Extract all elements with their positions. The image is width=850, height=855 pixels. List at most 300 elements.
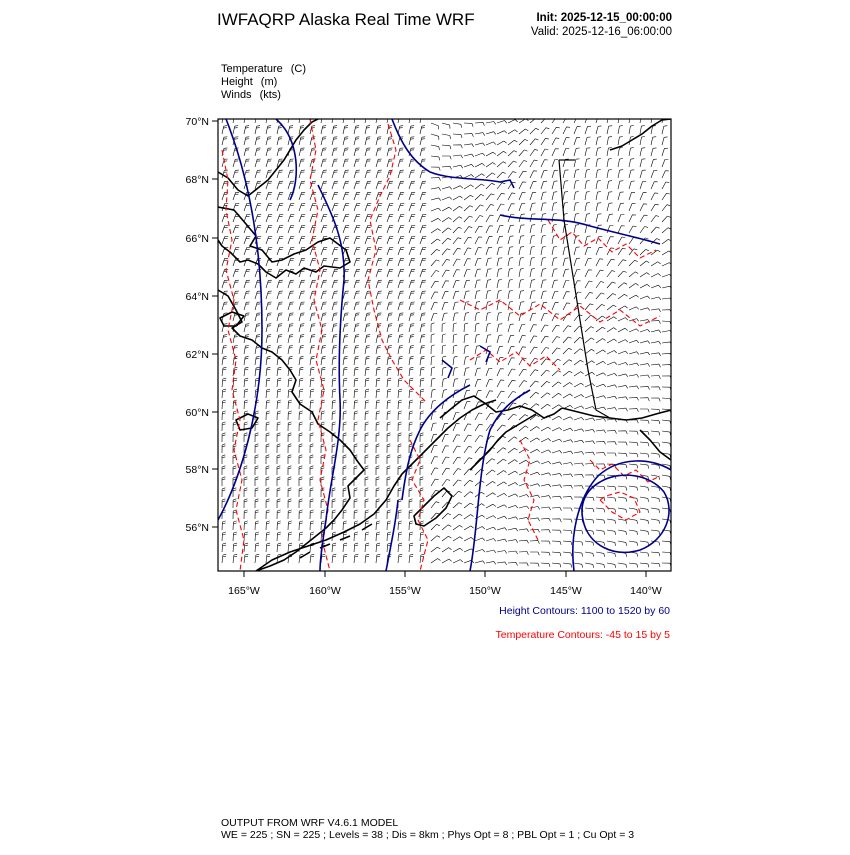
wind-barb xyxy=(244,356,249,365)
wind-barb xyxy=(332,488,335,497)
temperature-contour xyxy=(590,460,660,482)
wind-barb xyxy=(519,529,529,532)
wind-barb xyxy=(288,521,292,530)
wind-barb xyxy=(596,407,606,410)
wind-barb xyxy=(618,530,627,535)
wind-barb xyxy=(222,400,226,409)
wind-barb xyxy=(387,148,393,156)
wind-barb xyxy=(255,335,260,343)
wind-barb xyxy=(409,477,412,486)
wind-barb xyxy=(585,349,594,354)
wind-barb xyxy=(618,340,628,343)
wind-barb xyxy=(233,269,239,277)
wind-barb xyxy=(343,214,349,222)
wind-barb xyxy=(255,137,260,145)
wind-barb xyxy=(420,181,426,189)
wind-barb xyxy=(222,444,225,453)
wind-barb xyxy=(409,313,415,321)
wind-barb xyxy=(431,177,441,180)
wind-barb xyxy=(442,378,447,387)
wind-barb xyxy=(618,294,627,299)
wind-barb xyxy=(552,192,557,200)
wind-barb xyxy=(519,347,526,354)
wind-barb xyxy=(299,499,302,508)
wind-barb xyxy=(288,389,292,398)
wind-barb xyxy=(464,123,473,127)
wind-barb xyxy=(233,225,239,233)
wind-barb xyxy=(266,477,269,486)
wind-barb xyxy=(563,530,572,534)
wind-barb xyxy=(288,159,294,167)
wind-barb xyxy=(376,488,379,497)
wind-barb xyxy=(541,247,546,256)
wind-barb xyxy=(420,137,425,145)
wind-barb xyxy=(574,315,582,321)
wind-barb xyxy=(365,324,370,332)
wind-barb xyxy=(519,336,526,343)
wind-barb xyxy=(629,126,634,135)
wind-barb xyxy=(530,427,540,432)
wind-barb xyxy=(354,378,358,387)
temperature-contour-caption: Temperature Contours: -45 to 15 by 5 xyxy=(495,629,670,641)
temperature-contour xyxy=(460,300,660,326)
wind-barb xyxy=(244,313,250,321)
wind-barb xyxy=(431,239,440,244)
wind-barb xyxy=(277,324,282,332)
wind-barb xyxy=(365,466,368,475)
wind-barb xyxy=(453,165,463,168)
wind-barb xyxy=(409,389,413,398)
wind-barb xyxy=(618,170,623,178)
wind-barb xyxy=(552,428,562,431)
wind-barb xyxy=(376,159,382,167)
wind-barb xyxy=(332,324,337,332)
wind-barb xyxy=(244,126,249,134)
wind-barb xyxy=(508,313,513,321)
wind-barb xyxy=(508,551,518,554)
wind-barb xyxy=(497,562,507,565)
wind-barb xyxy=(651,262,661,266)
wind-barb xyxy=(288,422,292,431)
wind-barb xyxy=(442,228,451,233)
wind-barb xyxy=(497,358,503,366)
wind-barb xyxy=(431,134,439,140)
wind-barb xyxy=(486,122,496,125)
wind-barb xyxy=(244,433,247,442)
wind-barb xyxy=(409,137,414,145)
wind-barb xyxy=(266,455,269,464)
wind-barb xyxy=(244,291,250,299)
wind-barb xyxy=(585,452,595,455)
wind-barb xyxy=(574,530,583,534)
wind-barb xyxy=(376,280,382,288)
wind-barb xyxy=(530,541,539,544)
wind-barb xyxy=(343,181,349,189)
wind-barb xyxy=(398,258,404,266)
wind-barb xyxy=(409,214,415,222)
wind-barb xyxy=(332,444,335,453)
wind-barb xyxy=(299,455,302,464)
wind-barb xyxy=(398,236,404,244)
wind-barb xyxy=(420,225,426,233)
wind-barb xyxy=(552,203,557,211)
wind-barb xyxy=(596,137,601,145)
wind-barb xyxy=(618,192,624,200)
wind-barb xyxy=(277,532,281,541)
wind-barb xyxy=(299,258,305,266)
wind-barb xyxy=(255,291,261,299)
wind-barb xyxy=(354,466,357,475)
wind-barb xyxy=(508,460,518,464)
wind-barb xyxy=(519,506,529,509)
wind-barb xyxy=(387,247,393,255)
wind-barb xyxy=(585,418,595,421)
wind-barb xyxy=(387,236,393,244)
lat-label: 62°N xyxy=(185,349,209,361)
wind-barb xyxy=(530,291,535,299)
wind-barb xyxy=(376,444,379,453)
wind-barb xyxy=(420,269,426,277)
wind-barb xyxy=(453,469,461,475)
wind-barb xyxy=(453,134,462,138)
wind-barb xyxy=(497,193,505,200)
wind-barb xyxy=(255,313,261,321)
wind-barb xyxy=(321,444,324,453)
wind-barb xyxy=(464,270,470,278)
wind-barb xyxy=(343,148,349,156)
wind-barb xyxy=(420,532,424,541)
wind-barb xyxy=(266,159,272,167)
wind-barb xyxy=(453,345,457,354)
wind-barb xyxy=(398,247,404,255)
wind-barb xyxy=(541,427,551,431)
wind-barb xyxy=(640,204,647,211)
model-info-line1: OUTPUT FROM WRF V4.6.1 MODEL xyxy=(221,817,399,829)
wind-barb xyxy=(530,336,537,343)
wind-barb xyxy=(277,367,281,376)
wind-barb xyxy=(376,236,382,244)
wind-barb xyxy=(640,137,645,146)
wind-barb xyxy=(497,291,502,300)
wind-barb xyxy=(519,280,524,289)
wind-barb xyxy=(365,554,369,563)
wind-barb xyxy=(332,422,336,431)
wind-barb xyxy=(343,159,349,167)
wind-barb xyxy=(497,313,502,322)
wind-barb xyxy=(365,411,369,420)
coastline-kenai xyxy=(470,414,536,470)
wind-barb xyxy=(475,280,481,288)
wind-barb xyxy=(376,389,380,398)
wind-barb xyxy=(398,543,402,552)
wind-barb xyxy=(288,444,291,453)
wind-barb xyxy=(629,486,638,491)
wind-barb xyxy=(431,468,438,475)
wind-barb xyxy=(442,313,448,321)
wind-barb xyxy=(365,499,368,508)
wind-barb xyxy=(277,302,283,310)
wind-barb xyxy=(354,543,358,552)
wind-barb xyxy=(563,552,572,556)
wind-barb xyxy=(563,281,569,289)
wind-barb xyxy=(464,259,471,266)
wind-barb xyxy=(431,457,438,464)
wind-barb xyxy=(299,291,305,299)
wind-barb xyxy=(574,406,584,409)
wind-barb xyxy=(629,431,638,435)
wind-barb xyxy=(662,160,668,168)
wind-barb xyxy=(552,405,562,409)
wind-barb xyxy=(574,372,584,376)
wind-barb xyxy=(420,170,426,178)
wind-barb xyxy=(365,159,371,167)
wind-barb xyxy=(299,181,305,189)
wind-barb xyxy=(343,236,349,244)
wind-barb xyxy=(607,408,617,411)
wind-barb xyxy=(585,429,595,432)
wind-barb xyxy=(387,203,393,211)
wind-barb xyxy=(387,510,391,519)
wind-barb xyxy=(585,292,593,299)
wind-barb xyxy=(541,203,546,211)
wind-barb xyxy=(376,335,381,343)
wind-barb xyxy=(519,302,524,310)
wind-barb xyxy=(365,455,368,464)
wind-barb xyxy=(508,335,514,343)
wind-barb xyxy=(365,247,371,255)
wind-barb xyxy=(464,175,474,179)
wind-barb xyxy=(651,364,661,367)
wind-barb xyxy=(365,137,370,145)
wind-barb xyxy=(442,468,450,475)
wind-barb xyxy=(563,383,573,388)
wind-barb xyxy=(464,237,472,244)
wind-barb xyxy=(409,258,415,266)
wind-barb xyxy=(629,442,638,446)
wind-barb xyxy=(387,181,393,189)
wind-barb xyxy=(453,155,463,158)
wind-barb xyxy=(552,138,559,145)
wind-barb xyxy=(552,541,561,545)
lat-label: 56°N xyxy=(185,522,209,534)
wind-barb xyxy=(629,519,638,524)
wind-barb xyxy=(552,473,562,476)
wind-barb xyxy=(585,519,594,523)
wind-barb xyxy=(651,530,660,535)
wind-barb xyxy=(651,182,658,189)
wind-barb xyxy=(332,291,338,299)
wind-barb xyxy=(497,380,504,387)
wind-barb xyxy=(541,484,551,487)
wind-barb xyxy=(244,521,248,530)
wind-barb xyxy=(376,499,379,508)
wind-barb xyxy=(563,258,569,266)
wind-barb xyxy=(442,166,452,169)
wind-barb xyxy=(453,206,462,211)
wind-barb xyxy=(431,198,441,201)
wind-barb xyxy=(618,486,627,491)
wind-barb xyxy=(530,225,535,233)
wind-barb xyxy=(629,329,639,332)
wind-barb xyxy=(618,508,627,513)
wind-barb xyxy=(409,181,415,189)
wind-barb xyxy=(530,484,540,487)
wind-barb xyxy=(640,181,646,189)
wind-barb xyxy=(475,538,485,541)
wind-barb xyxy=(222,346,227,355)
wind-barb xyxy=(596,384,606,387)
wind-barb xyxy=(464,195,473,200)
wind-barb xyxy=(596,419,606,422)
wind-barb xyxy=(640,409,649,412)
wind-barb xyxy=(519,129,528,134)
wind-barb xyxy=(486,516,496,519)
wind-barb xyxy=(299,367,303,376)
wind-barb xyxy=(453,503,462,508)
wind-barb xyxy=(354,192,360,200)
wind-barb xyxy=(651,508,660,513)
canada-border xyxy=(559,160,610,418)
wind-barb xyxy=(475,226,483,233)
wind-barb xyxy=(475,216,483,223)
wind-barb xyxy=(354,532,358,541)
wind-barb xyxy=(607,203,613,211)
wind-barb xyxy=(376,203,382,211)
wind-barb xyxy=(222,543,226,552)
map-plot-area xyxy=(218,115,672,572)
wind-barb xyxy=(266,148,272,156)
wind-barb xyxy=(354,258,360,266)
wind-barb xyxy=(222,302,228,310)
wind-barb xyxy=(266,214,272,222)
wind-barb xyxy=(255,554,259,563)
wind-barb xyxy=(508,517,518,520)
wind-barb xyxy=(596,530,605,535)
wind-barb xyxy=(596,316,605,321)
wind-barb xyxy=(321,148,327,156)
wind-barb xyxy=(266,280,272,288)
wind-barb xyxy=(420,236,426,244)
wind-barb xyxy=(310,554,314,563)
wind-barb xyxy=(486,391,493,398)
wind-barb xyxy=(618,181,623,189)
wind-barb xyxy=(233,554,237,563)
wind-barb xyxy=(497,121,507,124)
wind-barb xyxy=(607,214,613,222)
wind-barb xyxy=(299,225,305,233)
wind-barb xyxy=(431,156,440,160)
wind-barb xyxy=(475,334,480,343)
wind-barb xyxy=(585,407,595,410)
wind-barb xyxy=(519,161,527,168)
wind-barb xyxy=(255,148,261,156)
wind-barb xyxy=(662,331,672,334)
wind-barb xyxy=(497,162,506,167)
wind-barb xyxy=(574,337,583,343)
wind-barb xyxy=(475,133,485,136)
wind-barb xyxy=(222,488,225,497)
wind-barb xyxy=(596,170,601,179)
wind-barb xyxy=(552,269,557,277)
wind-barb xyxy=(585,236,591,244)
wind-barb xyxy=(497,247,503,255)
wind-barb xyxy=(640,193,647,200)
wind-barb xyxy=(563,474,573,477)
wind-barb xyxy=(563,127,570,134)
wind-barb xyxy=(398,280,404,288)
wind-barb xyxy=(354,170,360,178)
wind-barb xyxy=(233,543,237,552)
wind-barb xyxy=(651,137,656,145)
wind-barb xyxy=(574,192,579,201)
wind-barb xyxy=(530,438,540,442)
wind-barb xyxy=(508,193,515,200)
wind-barb xyxy=(398,532,402,541)
wind-barb xyxy=(585,384,595,387)
wind-barb xyxy=(387,389,391,398)
wind-barb xyxy=(332,554,336,563)
wind-barb xyxy=(662,286,672,289)
wind-barb xyxy=(431,249,440,255)
wind-barb xyxy=(541,314,548,321)
wind-barb xyxy=(442,323,446,332)
wind-barb xyxy=(508,225,514,233)
wind-barb xyxy=(486,226,493,233)
wind-barb xyxy=(222,137,227,145)
wind-barb xyxy=(475,549,485,552)
wind-barb xyxy=(244,280,250,288)
wind-barb xyxy=(409,335,414,343)
wind-barb xyxy=(530,128,539,134)
wind-barb xyxy=(475,447,483,453)
wind-barb xyxy=(574,127,581,134)
wind-barb xyxy=(651,552,660,556)
wind-barb xyxy=(365,302,371,310)
wind-barb xyxy=(618,328,628,332)
wind-barb xyxy=(618,126,623,135)
wind-barb xyxy=(464,334,468,343)
wind-barb xyxy=(541,370,550,376)
wind-barb xyxy=(585,304,593,310)
wind-barb xyxy=(464,345,469,354)
wind-barb xyxy=(596,563,605,568)
wind-barb xyxy=(640,398,649,401)
wind-barb xyxy=(596,148,601,156)
wind-barb xyxy=(321,269,327,277)
temperature-contours xyxy=(222,119,660,571)
wind-barb xyxy=(255,455,258,464)
wind-barb xyxy=(332,335,337,343)
wind-barb xyxy=(508,291,513,300)
wind-barb xyxy=(398,203,404,211)
wind-barb xyxy=(530,529,540,532)
wind-barb xyxy=(354,137,359,145)
wind-barb xyxy=(332,159,338,167)
wind-barb xyxy=(398,444,401,453)
wind-barb xyxy=(651,274,661,278)
wind-barb xyxy=(530,203,536,211)
wind-barb xyxy=(288,477,291,486)
wind-barb xyxy=(354,236,360,244)
wind-barb xyxy=(497,324,502,332)
wind-barb xyxy=(222,477,225,486)
wind-barb xyxy=(508,258,513,266)
wind-barb xyxy=(387,444,390,453)
wind-barb xyxy=(277,499,280,508)
wind-barb xyxy=(497,459,506,464)
wind-barb xyxy=(442,197,452,200)
wind-barb xyxy=(607,430,617,433)
